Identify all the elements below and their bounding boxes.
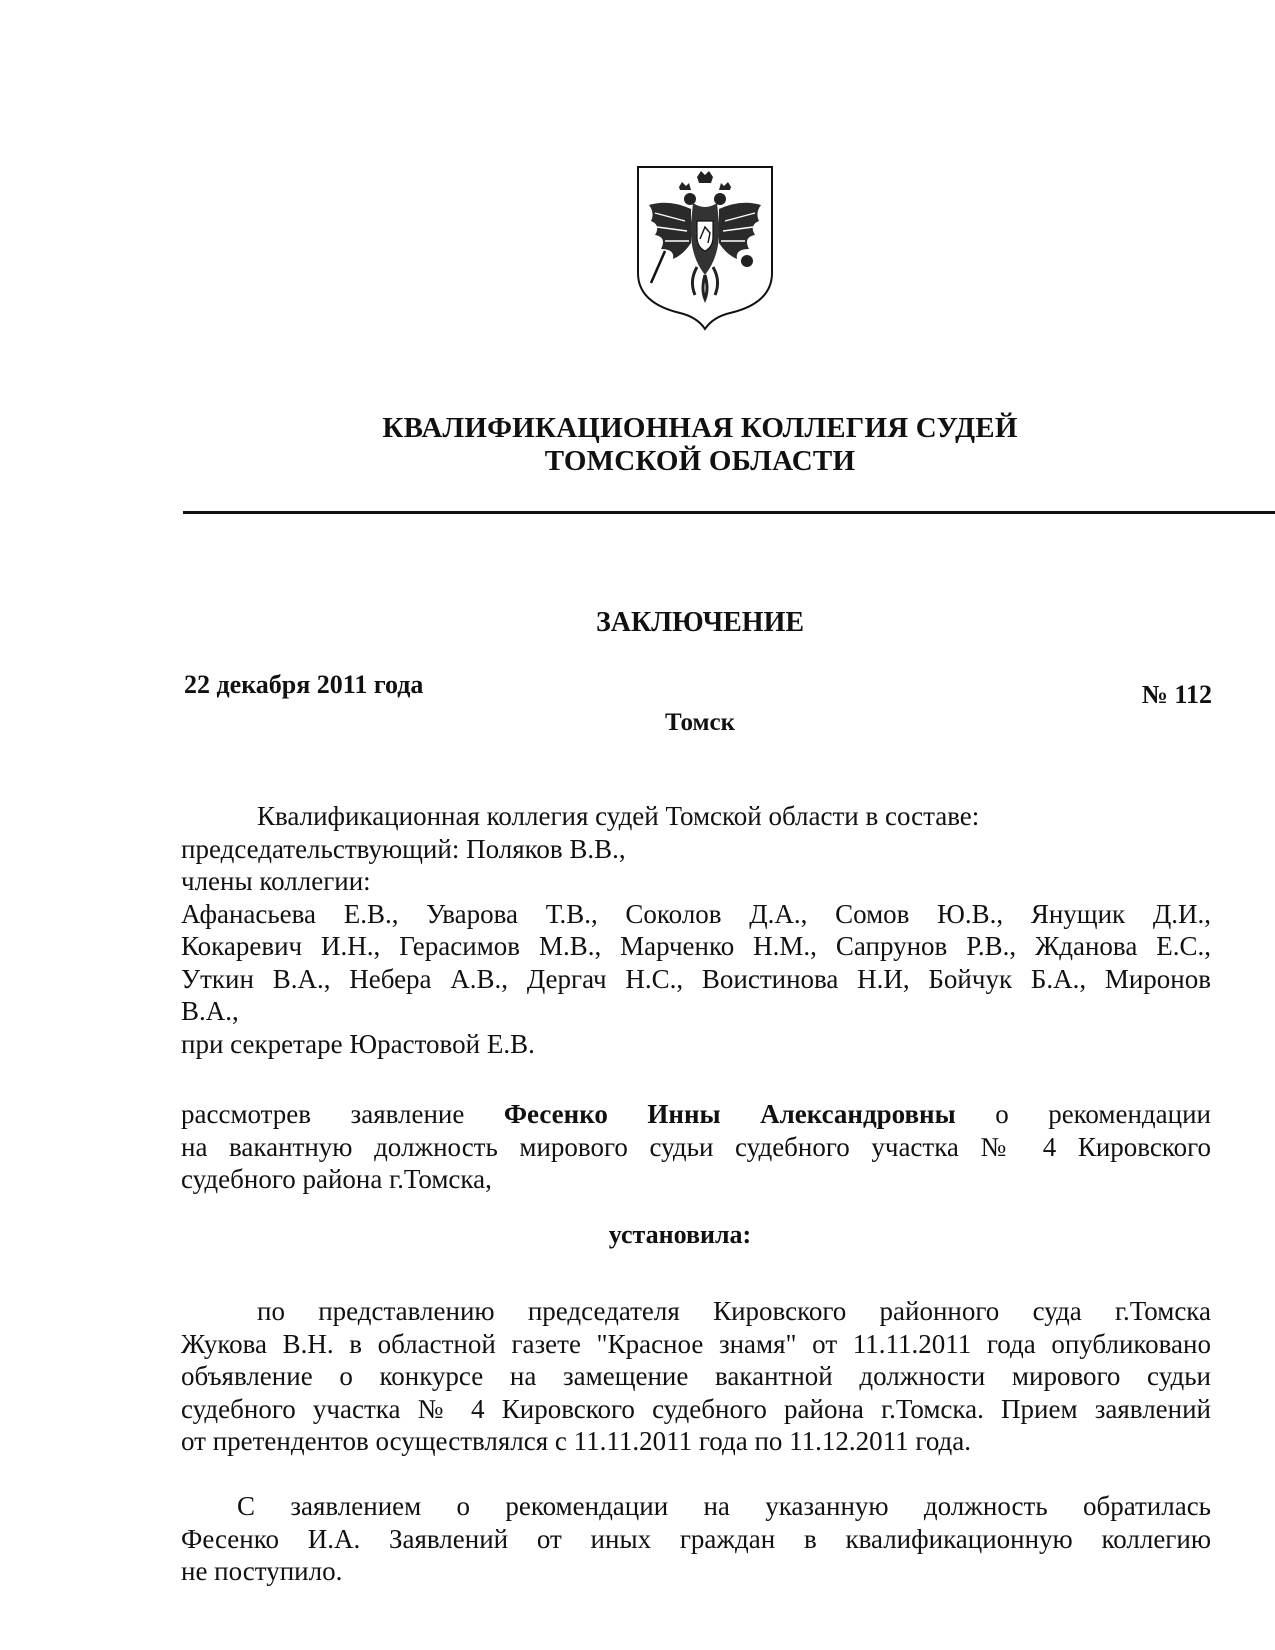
members-line: Кокаревич И.Н., Герасимов М.В., Марченко Н.М., Сапрунов Р.В., Жданова Е.С., — [181, 931, 1211, 961]
document-city: Томск — [664, 709, 736, 736]
chairperson-name: Поляков В.В., — [466, 833, 626, 864]
document-number: № 112 — [1141, 680, 1212, 709]
members-label: члены коллегии: — [181, 866, 371, 896]
members-line: Уткин В.А., Небера А.В., Дергач Н.С., Воистинова Н.И, Бойчук Б.А., Миронов — [181, 963, 1211, 994]
organization-title-line1: КВАЛИФИКАЦИОННАЯ КОЛЛЕГИЯ СУДЕЙ — [382, 412, 1018, 444]
consideration-suffix: о рекомендации — [995, 1099, 1212, 1129]
consideration-line: на вакантную должность мирового судьи судебного участка № 4 Кировского — [181, 1131, 1211, 1162]
members-line: Афанасьева Е.В., Уварова Т.В., Соколов Д.А., Сомов Ю.В., Янущик Д.И., — [181, 898, 1211, 929]
consideration-line — [181, 1098, 1211, 1131]
composition-intro: Квалификационная коллегия судей Томской области в составе: — [257, 801, 980, 831]
members-line: В.А., — [181, 996, 239, 1026]
consideration-paragraph — [181, 1098, 1211, 1196]
russian-coat-of-arms-icon — [635, 163, 775, 333]
organization-title — [300, 412, 1100, 478]
chairperson-label: председательствующий: — [181, 833, 460, 864]
application-paragraph — [181, 1490, 1211, 1588]
document-title: ЗАКЛЮЧЕНИЕ — [595, 607, 805, 638]
organization-title-line2: ТОМСКОЙ ОБЛАСТИ — [544, 445, 856, 477]
applicant-name: Фесенко Инны Александровны — [503, 1099, 956, 1129]
paragraph-line: судебного участка № 4 Кировского судебного района г.Томска. Прием заявлений — [181, 1393, 1211, 1424]
paragraph-line: от претендентов осуществлялся с 11.11.2011 года по 11.12.2011 года. — [181, 1426, 972, 1456]
consideration-prefix: рассмотрев заявление — [181, 1099, 465, 1129]
announcement-paragraph — [181, 1295, 1211, 1458]
paragraph-line: Фесенко И.А. Заявлений от иных граждан в квалификационную коллегию — [181, 1523, 1211, 1554]
secretary-line: при секретаре Юрастовой Е.В. — [181, 1028, 535, 1059]
established-heading: установила: — [608, 1220, 752, 1249]
chairperson-line — [181, 833, 1211, 866]
paragraph-line: не поступило. — [181, 1556, 343, 1586]
paragraph-line: С заявлением о рекомендации на указанную должность обратилась — [237, 1491, 1211, 1521]
consideration-line: судебного района г.Томска, — [181, 1164, 492, 1194]
paragraph-line: Жукова В.Н. в областной газете "Красное знамя" от 11.11.2011 года опубликовано — [181, 1328, 1211, 1359]
header-divider — [183, 511, 1275, 514]
paragraph-line: по представлению председателя Кировского районного суда г.Томска — [257, 1296, 1211, 1326]
paragraph-line: объявление о конкурсе на замещение вакантной должности мирового судьи — [181, 1361, 1211, 1391]
document-date: 22 декабря 2011 года — [184, 670, 424, 699]
collegium-composition — [181, 800, 1211, 1060]
